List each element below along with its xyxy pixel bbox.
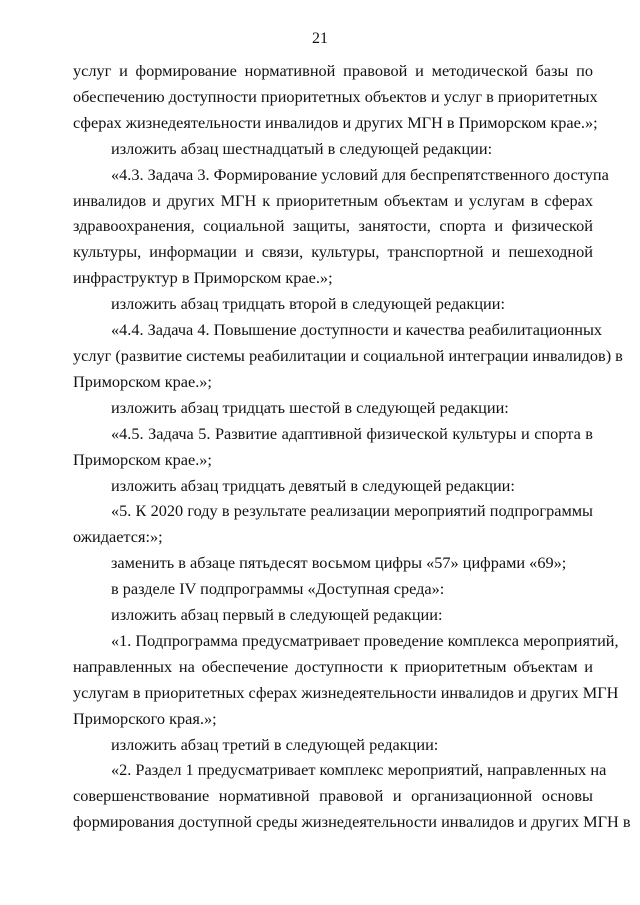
paragraph bbox=[73, 654, 619, 732]
paragraph bbox=[73, 602, 593, 628]
text-line: инфраструктур в Приморском крае.»; bbox=[73, 268, 333, 288]
text-line: услугам в приоритетных сферах жизнедеятельности инвалидов и других МГН bbox=[73, 682, 619, 702]
paragraph bbox=[73, 447, 593, 473]
paragraph bbox=[73, 498, 593, 524]
document-body bbox=[73, 58, 631, 835]
text-line: «2. Раздел 1 предусматривает комплекс мероприятий, направленных на bbox=[111, 760, 607, 780]
text-line: ожидается:»; bbox=[73, 527, 163, 547]
text-line: культуры, информации и связи, культуры, транспортной и пешеходной bbox=[73, 242, 593, 262]
text-line: формирования доступной среды жизнедеятельности инвалидов и других МГН в bbox=[73, 812, 631, 832]
text-line: Приморского края.»; bbox=[73, 708, 217, 728]
paragraph bbox=[73, 58, 598, 136]
text-line: совершенствование нормативной правовой и организационной основы bbox=[73, 786, 593, 806]
paragraph bbox=[73, 162, 609, 188]
paragraph bbox=[73, 317, 603, 343]
text-line: изложить абзац тридцать шестой в следующей редакции: bbox=[111, 397, 509, 417]
paragraph bbox=[73, 732, 593, 758]
text-line: инвалидов и других МГН к приоритетным объектам и услугам в сферах bbox=[73, 190, 593, 210]
text-line: Приморском крае.»; bbox=[73, 449, 212, 469]
paragraph bbox=[73, 757, 607, 783]
text-line: обеспечению доступности приоритетных объектов и услуг в приоритетных bbox=[73, 86, 598, 106]
paragraph bbox=[73, 343, 623, 395]
paragraph bbox=[73, 524, 593, 550]
text-line: Приморском крае.»; bbox=[73, 371, 212, 391]
text-line: сферах жизнедеятельности инвалидов и других МГН в Приморском крае.»; bbox=[73, 112, 598, 132]
text-line: в разделе IV подпрограммы «Доступная среда»: bbox=[111, 579, 445, 599]
page-number: 21 bbox=[312, 30, 328, 47]
text-line: изложить абзац третий в следующей редакции: bbox=[111, 734, 439, 754]
paragraph bbox=[73, 136, 593, 162]
paragraph bbox=[73, 550, 593, 576]
paragraph bbox=[73, 395, 593, 421]
paragraph bbox=[73, 421, 593, 447]
text-line: «4.4. Задача 4. Повышение доступности и качества реабилитационных bbox=[111, 320, 603, 340]
text-line: изложить абзац тридцать девятый в следующей редакции: bbox=[111, 475, 515, 495]
text-line: заменить в абзаце пятьдесят восьмом цифры «57» цифрами «69»; bbox=[111, 553, 567, 573]
text-line: услуг (развитие системы реабилитации и социальной интеграции инвалидов) в bbox=[73, 345, 623, 365]
text-line: изложить абзац шестнадцатый в следующей редакции: bbox=[111, 138, 493, 158]
text-line: изложить абзац тридцать второй в следующей редакции: bbox=[111, 294, 505, 314]
paragraph bbox=[73, 473, 593, 499]
text-line: услуг и формирование нормативной правовой и методической базы по bbox=[73, 61, 593, 80]
text-line: «5. К 2020 году в результате реализации мероприятий подпрограммы bbox=[111, 501, 593, 521]
text-line: направленных на обеспечение доступности к приоритетным объектам и bbox=[73, 656, 593, 676]
text-line: «4.3. Задача 3. Формирование условий для беспрепятственного доступа bbox=[111, 164, 609, 184]
text-line: изложить абзац первый в следующей редакции: bbox=[111, 605, 443, 625]
text-line: «4.5. Задача 5. Развитие адаптивной физической культуры и спорта в bbox=[111, 423, 593, 443]
paragraph bbox=[73, 291, 593, 317]
paragraph bbox=[73, 628, 619, 654]
text-line: здравоохранения, социальной защиты, занятости, спорта и физической bbox=[73, 216, 593, 236]
text-line: «1. Подпрограмма предусматривает проведение комплекса мероприятий, bbox=[111, 630, 619, 650]
paragraph bbox=[73, 188, 593, 292]
paragraph bbox=[73, 783, 631, 835]
paragraph bbox=[73, 576, 593, 602]
